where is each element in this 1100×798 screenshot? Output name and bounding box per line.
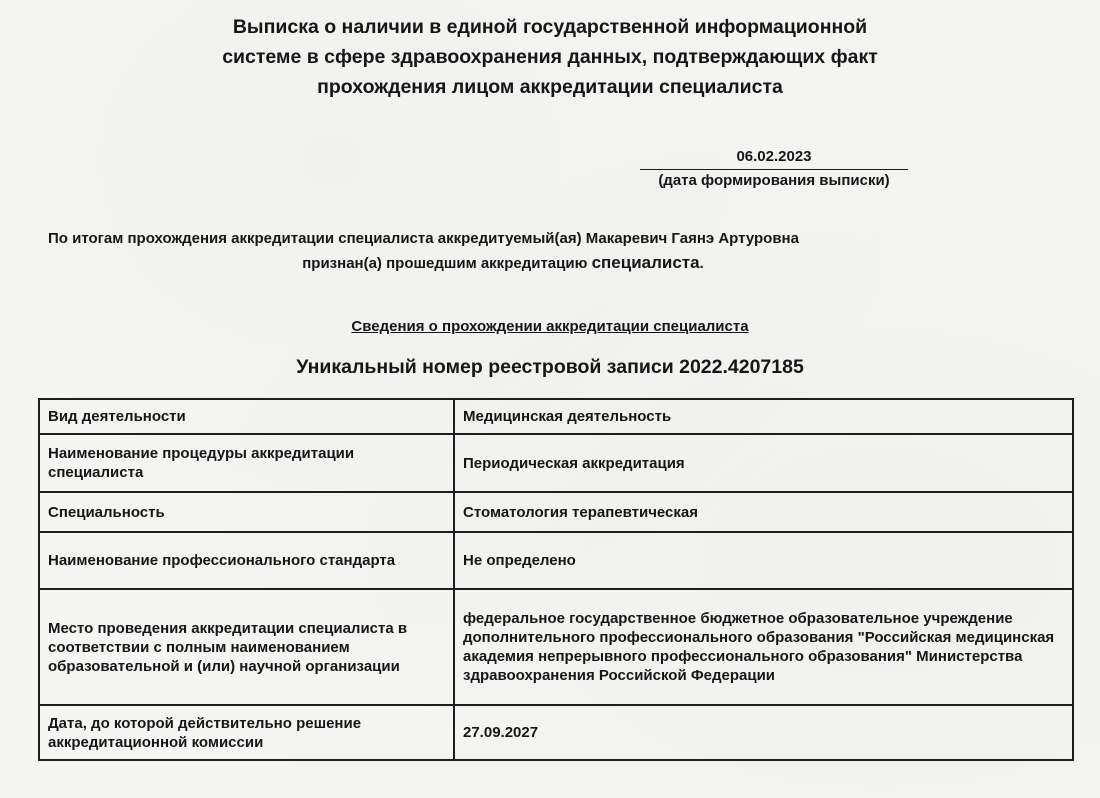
statement-line-2 (48, 251, 918, 276)
table-row (39, 589, 1073, 705)
table-row (39, 705, 1073, 760)
row-label: Наименование процедуры аккредитации специалиста (39, 434, 454, 492)
title-line: прохождения лицом аккредитации специалиста (317, 76, 783, 98)
title-line: системе в сфере здравоохранения данных, подтверждающих факт (222, 46, 878, 68)
formation-date: 06.02.2023 (640, 147, 908, 170)
statement-specialist: специалиста (591, 253, 700, 272)
table-row (39, 492, 1073, 532)
row-value: Медицинская деятельность (454, 399, 1073, 434)
table-row (39, 434, 1073, 492)
statement-prefix: признан(а) прошедшим аккредитацию (302, 255, 588, 272)
registry-record-number: Уникальный номер реестровой записи 2022.4207185 (296, 356, 804, 378)
accreditation-statement (48, 227, 918, 276)
title-line: Выписка о наличии в единой государственной информационной (232, 16, 868, 38)
accreditation-details-table (38, 398, 1074, 761)
section-heading: Сведения о прохождении аккредитации специалиста (351, 318, 749, 335)
document-title (150, 12, 950, 102)
table-row (39, 399, 1073, 434)
row-value: федеральное государственное бюджетное образовательное учреждение дополнительного профессионального образования "Российская медицинская академия непрерывного профессионального образования" Министерства здравоохранения Российской Федерации (454, 589, 1073, 705)
row-label: Место проведения аккредитации специалиста в соответствии с полным наименованием образовательной и (или) научной организации (39, 589, 454, 705)
statement-line-1: По итогам прохождения аккредитации специалиста аккредитуемый(ая) Макаревич Гаянэ Артуровна (48, 230, 799, 247)
row-label: Наименование профессионального стандарта (39, 532, 454, 589)
formation-date-caption: (дата формирования выписки) (658, 172, 890, 189)
row-value: 27.09.2027 (454, 705, 1073, 760)
row-label: Вид деятельности (39, 399, 454, 434)
row-value: Периодическая аккредитация (454, 434, 1073, 492)
statement-suffix: . (699, 255, 704, 272)
row-value: Стоматология терапевтическая (454, 492, 1073, 532)
row-value: Не определено (454, 532, 1073, 589)
row-label: Специальность (39, 492, 454, 532)
table-row (39, 532, 1073, 589)
row-label: Дата, до которой действительно решение аккредитационной комиссии (39, 705, 454, 760)
formation-date-block (640, 147, 908, 192)
